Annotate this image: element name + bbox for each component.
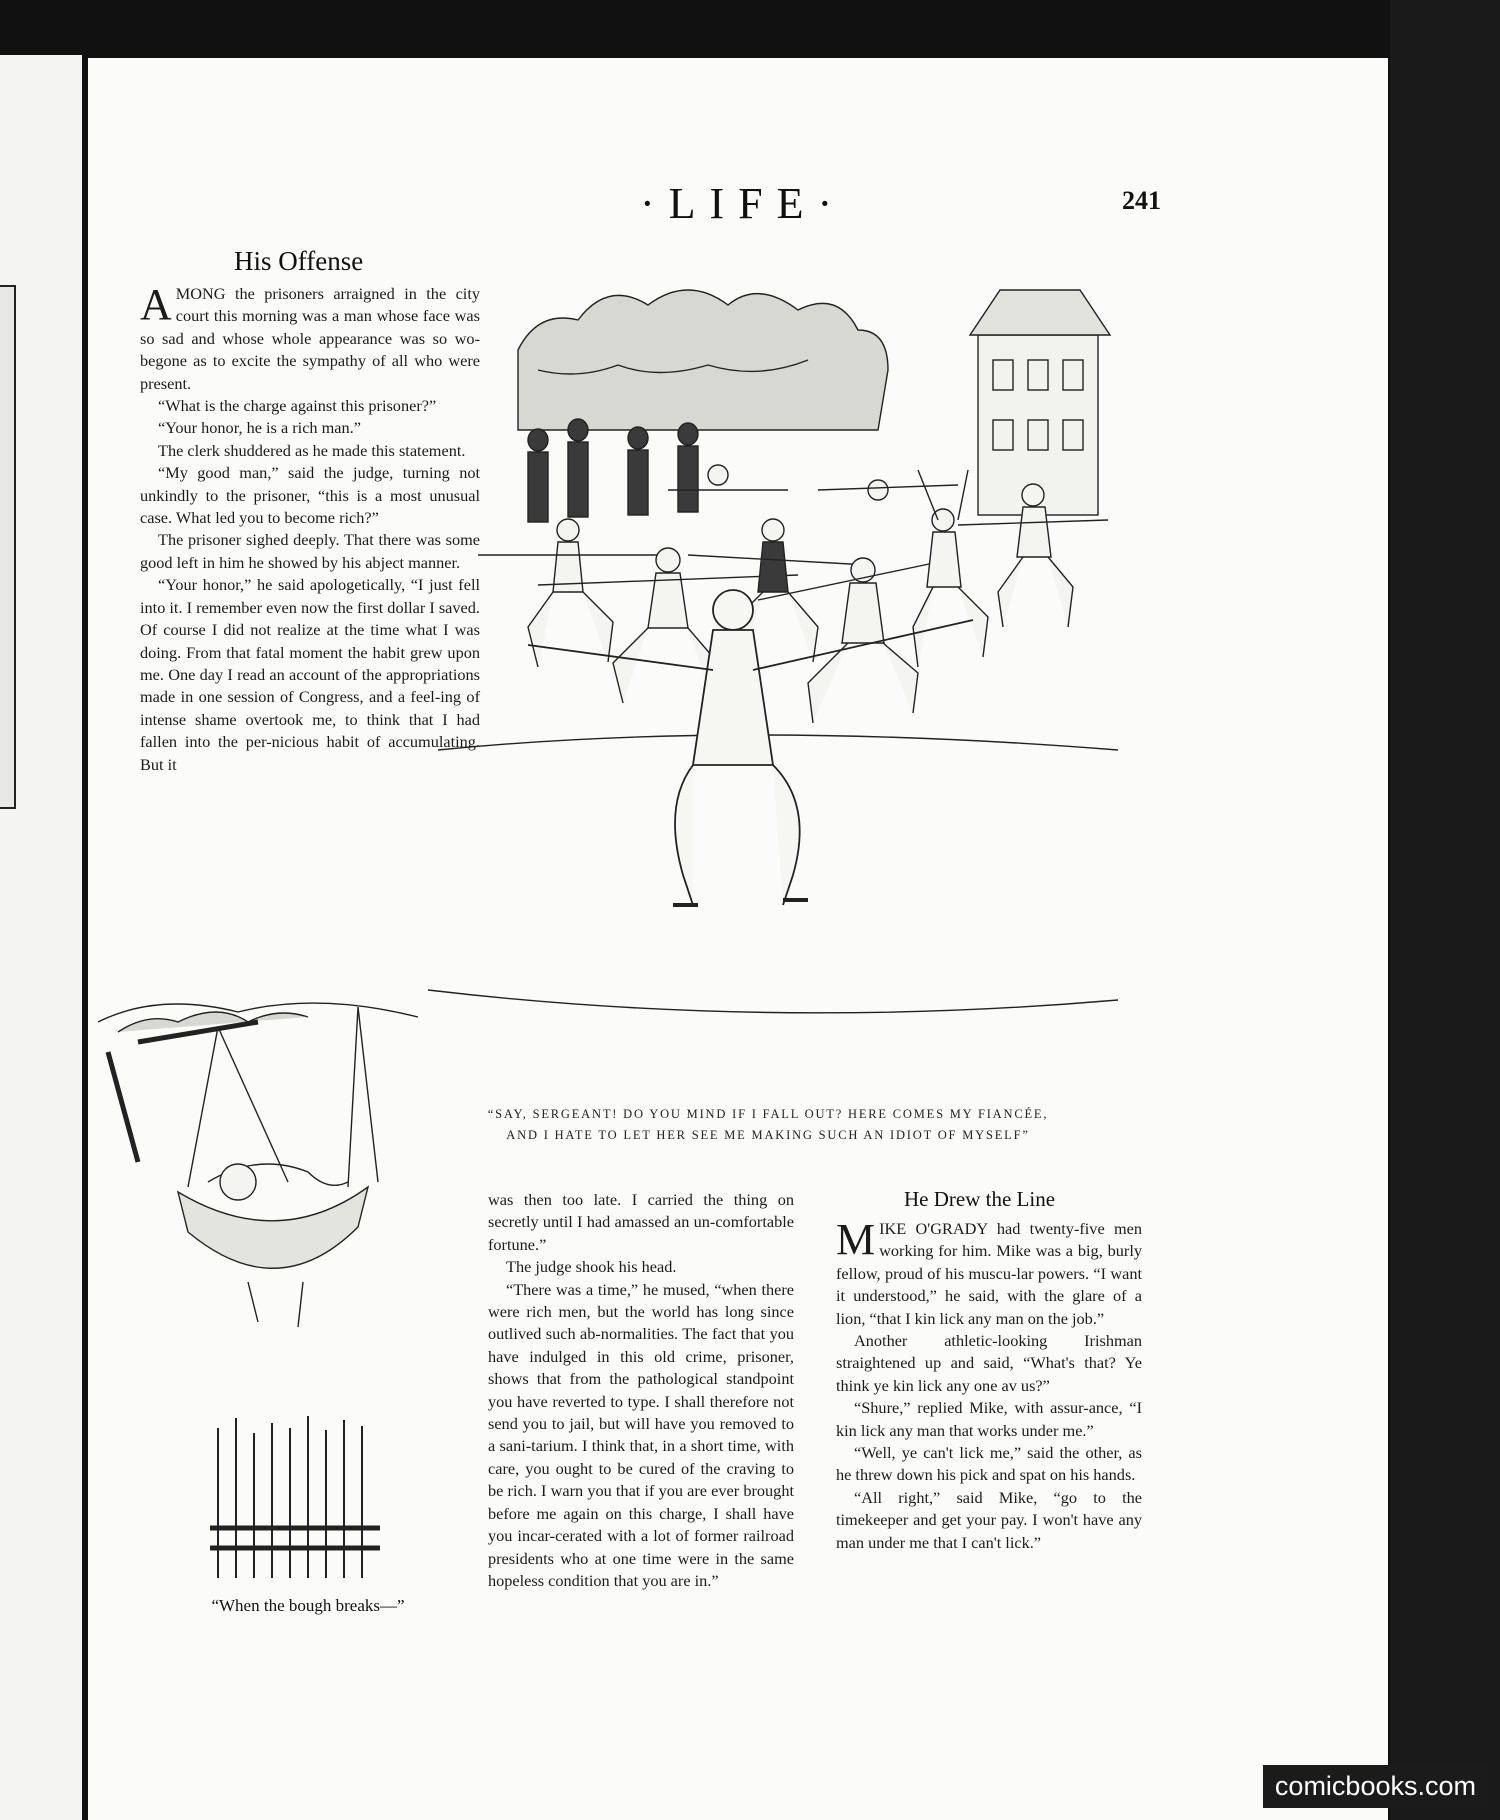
page-number: 241 (1122, 186, 1161, 215)
magazine-page (88, 58, 1388, 1820)
paragraph: The clerk shuddered as he made this statement. (158, 440, 466, 460)
article1-column2 (488, 1189, 794, 1592)
paragraph: “My good man,” said the judge, turning not unkindly to the prisoner, “this is a most unusual case. What led you to become rich?” (140, 463, 480, 528)
article2-column (836, 1215, 1142, 1554)
bough-caption: “When the bough breaks—” (211, 1596, 405, 1615)
paragraph: The prisoner sighed deeply. That there was some good left in him he showed by his abject manner. (140, 530, 480, 572)
paragraph: “There was a time,” he mused, “when there were rich men, but the world has long since outlived such ab-normalities. The fact that you have indulged in this old crime, prisoner, shows that from the pathological standpoint you have reverted to type. I shall therefore not send you to jail, but will have you removed to a sani-tarium. I think that, in a short time, with care, you ought to be cured of the craving to be rich. I warn you that if you are ever brought before me again on this charge, I shall have you incar-cerated with a lot of former railroad presidents who at one time were in the same hopeless condition that you are in.” (488, 1279, 794, 1590)
paragraph: “Shure,” replied Mike, with assur-ance, “I kin lick any man that works under me.” (836, 1398, 1142, 1440)
article-title-his-offense: His Offense (234, 246, 364, 276)
caption-line-2: AND I HATE TO LET HER SEE ME MAKING SUCH AN IDIOT OF MYSELF” (506, 1128, 1030, 1142)
paragraph: MIKE O'GRADY had twenty-five men working for him. Mike was a big, burly fellow, proud of his muscu-lar powers. “I want it understood,” he said, with the glare of a lion, “that I kin lick any man on the job.” (836, 1215, 1142, 1328)
left-page-sliver (0, 285, 16, 809)
drop-cap: A (140, 280, 172, 329)
calisthenics-illustration (418, 230, 1118, 1080)
drop-cap: M (836, 1215, 876, 1264)
caption-line-1: “SAY, SERGEANT! DO YOU MIND IF I FALL OUT? HERE COMES MY FIANCÉE, (487, 1107, 1049, 1121)
paragraph: “Your honor, he is a rich man.” (158, 418, 361, 438)
watermark: comicbooks.com (1263, 1765, 1488, 1808)
magazine-title: ·LIFE· (640, 179, 847, 228)
paragraph: was then too late. I carried the thing on secretly until I had amassed an un-comfortable fortune.” (488, 1190, 794, 1254)
illustration-caption (418, 1104, 1118, 1146)
article-title-he-drew-the-line: He Drew the Line (904, 1187, 1056, 1211)
hammock-baby-illustration (98, 982, 428, 1362)
dark-background (1390, 0, 1500, 1820)
paragraph: “What is the charge against this prisoner?” (158, 396, 437, 416)
bayonets-illustration (198, 1408, 398, 1588)
paragraph: “Your honor,” he said apologetically, “I just fell into it. I remember even now the first dollar I saved. Of course I did not realize at the time what I was doing. From that fatal moment the habit grew upon me. One day I read an account of the appropriations made in one session of Congress, and a feel-ing of intense shame overtook me, to think that I had fallen into the per-nicious habit of accumulating. But it (140, 575, 480, 774)
paragraph: “All right,” said Mike, “go to the timekeeper and get your pay. I won't have any man under me that I can't lick.” (836, 1487, 1142, 1552)
paragraph: The judge shook his head. (506, 1257, 677, 1277)
left-page-edge (0, 55, 82, 1820)
paragraph: AMONG the prisoners arraigned in the city court this morning was a man whose face was so sad and whose whole appearance was so wo-begone as to excite the sympathy of all who were present. (140, 280, 480, 393)
paragraph: Another athletic-looking Irishman straightened up and said, “What's that? Ye think ye kin lick any one av us?” (836, 1331, 1142, 1395)
paragraph: “Well, ye can't lick me,” said the other, as he threw down his pick and spat on his hands. (836, 1443, 1142, 1485)
